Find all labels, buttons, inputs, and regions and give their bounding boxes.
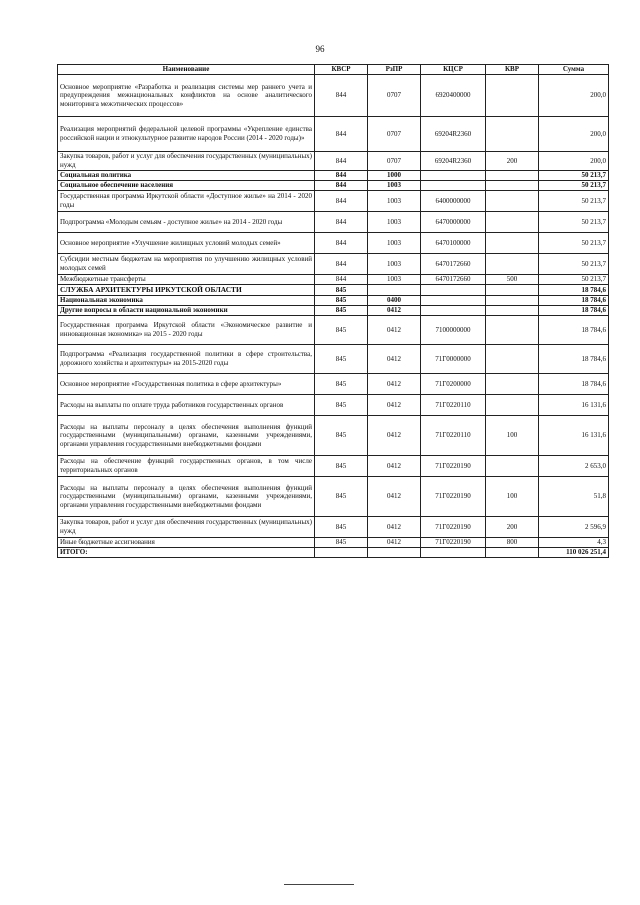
- cell-kcsr: 6470172660: [421, 254, 486, 275]
- table-row: [58, 75, 609, 117]
- cell-sum: 50 213,7: [539, 233, 609, 254]
- page-number: 96: [315, 44, 325, 54]
- cell-name: Расходы на выплаты персоналу в целях обеспечения выполнения функций государственными (муниципальными) органами, казенными учреждениями, органами управления государственными внебюджетными фондами: [58, 416, 315, 456]
- cell-sum: 2 596,9: [539, 517, 609, 538]
- cell-kvsr: 845: [315, 316, 368, 345]
- cell-name: Расходы на обеспечение функций государственных органов, в том числе территориальных органов: [58, 456, 315, 477]
- table-row: [58, 395, 609, 416]
- cell-rzpr: 0412: [368, 374, 421, 395]
- cell-name: Основное мероприятие «Разработка и реализация системы мер раннего учета и предупреждения межнациональных конфликтов на основе аналитического мониторинга межэтнических процессов»: [58, 75, 315, 117]
- table-row: [58, 316, 609, 345]
- cell-kvr: [486, 456, 539, 477]
- cell-name: Основное мероприятие «Государственная политика в сфере архитектуры»: [58, 374, 315, 395]
- cell-sum: 50 213,7: [539, 212, 609, 233]
- footer-line: [284, 884, 354, 885]
- cell-sum: 2 653,0: [539, 456, 609, 477]
- table-row: [58, 477, 609, 517]
- cell-kvr: 200: [486, 517, 539, 538]
- cell-kvsr: 845: [315, 374, 368, 395]
- cell-sum: 50 213,7: [539, 191, 609, 212]
- cell-name: Межбюджетные трансферты: [58, 275, 315, 285]
- cell-kvsr: 845: [315, 477, 368, 517]
- cell-kvr: [486, 191, 539, 212]
- cell-name: Расходы на выплаты персоналу в целях обеспечения выполнения функций государственными (муниципальными) органами, казенными учреждениями, органами управления государственными внебюджетными фондами: [58, 477, 315, 517]
- cell-kvsr: 844: [315, 171, 368, 181]
- cell-kvsr: 845: [315, 416, 368, 456]
- cell-kcsr: 71Г0220190: [421, 538, 486, 548]
- table-row: [58, 212, 609, 233]
- cell-kcsr: [421, 548, 486, 558]
- cell-kvr: [486, 181, 539, 191]
- cell-kvsr: 844: [315, 233, 368, 254]
- cell-sum: 18 784,6: [539, 316, 609, 345]
- budget-table: [57, 64, 609, 558]
- cell-name: ИТОГО:: [58, 548, 315, 558]
- cell-sum: 4,3: [539, 538, 609, 548]
- cell-kvsr: 844: [315, 191, 368, 212]
- cell-rzpr: 0412: [368, 456, 421, 477]
- cell-kvsr: 845: [315, 296, 368, 306]
- cell-rzpr: 1003: [368, 254, 421, 275]
- table-row: [58, 152, 609, 171]
- cell-rzpr: [368, 548, 421, 558]
- table-row: [58, 181, 609, 191]
- cell-rzpr: 1003: [368, 275, 421, 285]
- cell-name: СЛУЖБА АРХИТЕКТУРЫ ИРКУТСКОЙ ОБЛАСТИ: [58, 285, 315, 296]
- cell-name: Реализация мероприятий федеральной целевой программы «Укрепление единства российской нации и этнокультурное развитие народов России (2014 - 2020 годы)»: [58, 117, 315, 152]
- cell-name: Субсидии местным бюджетам на мероприятия по улучшению жилищных условий молодых семей: [58, 254, 315, 275]
- cell-rzpr: 0412: [368, 306, 421, 316]
- cell-name: Государственная программа Иркутской области «Экономическое развитие и инновационная экономика» на 2015 - 2020 годы: [58, 316, 315, 345]
- cell-kvr: 800: [486, 538, 539, 548]
- cell-kvsr: [315, 548, 368, 558]
- header-kvr: КВР: [486, 65, 539, 75]
- cell-rzpr: 0412: [368, 345, 421, 374]
- cell-kcsr: 69204R2360: [421, 117, 486, 152]
- cell-rzpr: 1003: [368, 233, 421, 254]
- cell-kvsr: 844: [315, 181, 368, 191]
- cell-kvsr: 845: [315, 285, 368, 296]
- cell-rzpr: [368, 285, 421, 296]
- cell-kvsr: 844: [315, 75, 368, 117]
- cell-name: Закупка товаров, работ и услуг для обеспечения государственных (муниципальных) нужд: [58, 517, 315, 538]
- cell-sum: 50 213,7: [539, 275, 609, 285]
- cell-sum: 50 213,7: [539, 254, 609, 275]
- table-row: [58, 306, 609, 316]
- cell-kvsr: 844: [315, 212, 368, 233]
- cell-kvsr: 844: [315, 117, 368, 152]
- cell-name: Иные бюджетные ассигнования: [58, 538, 315, 548]
- cell-kvr: [486, 233, 539, 254]
- cell-kvr: 500: [486, 275, 539, 285]
- cell-kcsr: 6470100000: [421, 233, 486, 254]
- cell-rzpr: 1003: [368, 191, 421, 212]
- cell-sum: 50 213,7: [539, 181, 609, 191]
- table-row: [58, 456, 609, 477]
- cell-sum: 18 784,6: [539, 306, 609, 316]
- cell-rzpr: 0400: [368, 296, 421, 306]
- cell-name: Государственная программа Иркутской области «Доступное жилье» на 2014 - 2020 годы: [58, 191, 315, 212]
- table-row: [58, 416, 609, 456]
- cell-kvsr: 844: [315, 275, 368, 285]
- cell-kvsr: 845: [315, 456, 368, 477]
- cell-kcsr: 71Г0220110: [421, 416, 486, 456]
- cell-name: Закупка товаров, работ и услуг для обеспечения государственных (муниципальных) нужд: [58, 152, 315, 171]
- cell-kcsr: [421, 171, 486, 181]
- cell-kvsr: 845: [315, 517, 368, 538]
- cell-sum: 110 026 251,4: [539, 548, 609, 558]
- cell-kvr: [486, 171, 539, 181]
- cell-kvsr: 845: [315, 538, 368, 548]
- table-row: [58, 548, 609, 558]
- cell-sum: 18 784,6: [539, 285, 609, 296]
- cell-rzpr: 0707: [368, 152, 421, 171]
- cell-name: Национальная экономика: [58, 296, 315, 306]
- cell-kvr: [486, 117, 539, 152]
- cell-kvr: 100: [486, 477, 539, 517]
- cell-rzpr: 0412: [368, 395, 421, 416]
- cell-kcsr: 71Г0220190: [421, 456, 486, 477]
- cell-name: Социальное обеспечение населения: [58, 181, 315, 191]
- cell-kcsr: 6470172660: [421, 275, 486, 285]
- cell-kvr: [486, 316, 539, 345]
- cell-kvr: [486, 395, 539, 416]
- cell-rzpr: 0412: [368, 538, 421, 548]
- cell-kvsr: 845: [315, 306, 368, 316]
- cell-rzpr: 1003: [368, 212, 421, 233]
- cell-sum: 50 213,7: [539, 171, 609, 181]
- cell-kvr: 100: [486, 416, 539, 456]
- cell-kcsr: 71Г0220190: [421, 477, 486, 517]
- cell-kcsr: [421, 306, 486, 316]
- header-sum: Сумма: [539, 65, 609, 75]
- cell-rzpr: 0412: [368, 477, 421, 517]
- cell-sum: 18 784,6: [539, 345, 609, 374]
- table-body: [58, 75, 609, 558]
- cell-kvsr: 844: [315, 254, 368, 275]
- table-row: [58, 117, 609, 152]
- cell-kcsr: 6920400000: [421, 75, 486, 117]
- cell-sum: 16 131,6: [539, 395, 609, 416]
- cell-kvr: [486, 285, 539, 296]
- table-row: [58, 517, 609, 538]
- cell-kvr: [486, 374, 539, 395]
- table-row: [58, 233, 609, 254]
- cell-sum: 18 784,6: [539, 374, 609, 395]
- cell-kvsr: 845: [315, 395, 368, 416]
- table-row: [58, 275, 609, 285]
- cell-name: Подпрограмма «Молодым семьям - доступное жилье» на 2014 - 2020 годы: [58, 212, 315, 233]
- cell-rzpr: 0412: [368, 517, 421, 538]
- cell-kvr: [486, 548, 539, 558]
- cell-sum: 51,8: [539, 477, 609, 517]
- cell-name: Другие вопросы в области национальной экономики: [58, 306, 315, 316]
- cell-rzpr: 0707: [368, 75, 421, 117]
- table-row: [58, 254, 609, 275]
- cell-kcsr: 6470000000: [421, 212, 486, 233]
- cell-kcsr: [421, 285, 486, 296]
- cell-sum: 200,0: [539, 75, 609, 117]
- cell-kcsr: 6400000000: [421, 191, 486, 212]
- cell-kvr: [486, 254, 539, 275]
- cell-kcsr: 71Г0220110: [421, 395, 486, 416]
- table-row: [58, 296, 609, 306]
- header-kcsr: КЦСР: [421, 65, 486, 75]
- cell-kvr: 200: [486, 152, 539, 171]
- cell-name: Социальная политика: [58, 171, 315, 181]
- cell-kvsr: 845: [315, 345, 368, 374]
- table-row: [58, 374, 609, 395]
- cell-kcsr: 71Г0200000: [421, 374, 486, 395]
- cell-rzpr: 1000: [368, 171, 421, 181]
- cell-rzpr: 0412: [368, 416, 421, 456]
- cell-sum: 200,0: [539, 152, 609, 171]
- cell-name: Расходы на выплаты по оплате труда работников государственных органов: [58, 395, 315, 416]
- cell-kcsr: 7100000000: [421, 316, 486, 345]
- header-rzpr: РзПР: [368, 65, 421, 75]
- cell-kcsr: 71Г0000000: [421, 345, 486, 374]
- cell-kvsr: 844: [315, 152, 368, 171]
- cell-sum: 200,0: [539, 117, 609, 152]
- cell-rzpr: 1003: [368, 181, 421, 191]
- header-name: Наименование: [58, 65, 315, 75]
- cell-kvr: [486, 296, 539, 306]
- cell-kcsr: [421, 296, 486, 306]
- table-row: [58, 345, 609, 374]
- cell-kvr: [486, 345, 539, 374]
- cell-kcsr: 71Г0220190: [421, 517, 486, 538]
- cell-kvr: [486, 212, 539, 233]
- table-row: [58, 538, 609, 548]
- cell-kvr: [486, 306, 539, 316]
- cell-rzpr: 0412: [368, 316, 421, 345]
- table-row: [58, 171, 609, 181]
- cell-name: Подпрограмма «Реализация государственной политики в сфере строительства, дорожного хозяйства и архитектуры» на 2015-2020 годы: [58, 345, 315, 374]
- cell-rzpr: 0707: [368, 117, 421, 152]
- cell-kvr: [486, 75, 539, 117]
- cell-sum: 16 131,6: [539, 416, 609, 456]
- table-row: [58, 191, 609, 212]
- table-header-row: [58, 65, 609, 75]
- cell-kcsr: 69204R2360: [421, 152, 486, 171]
- cell-sum: 18 784,6: [539, 296, 609, 306]
- cell-kcsr: [421, 181, 486, 191]
- cell-name: Основное мероприятие «Улучшение жилищных условий молодых семей»: [58, 233, 315, 254]
- header-kvsr: КВСР: [315, 65, 368, 75]
- table-row: [58, 285, 609, 296]
